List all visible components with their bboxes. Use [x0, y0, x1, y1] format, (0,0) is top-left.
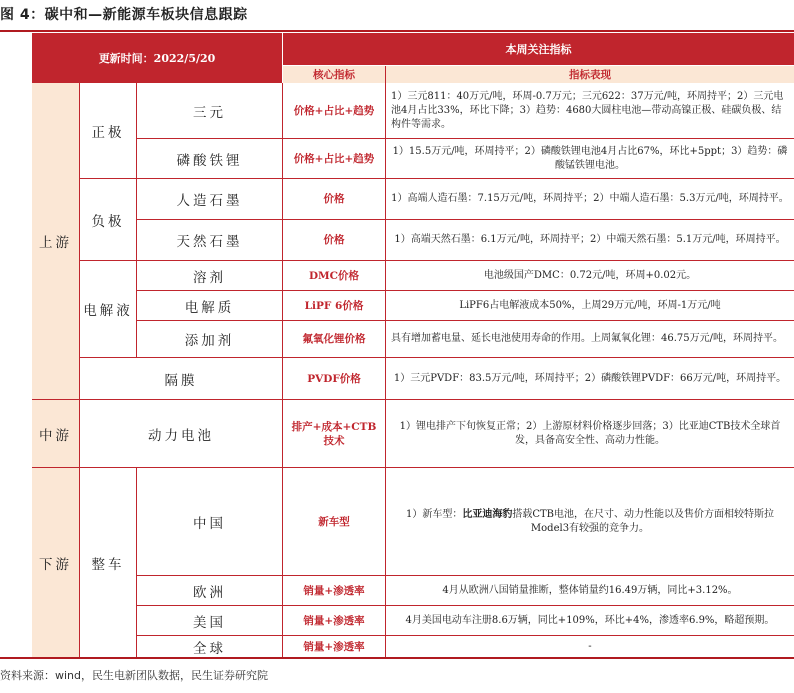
perf-natural-graphite: 1）高端天然石墨：6.1万元/吨，环周持平；2）中端天然石墨：5.1万元/吨，环周持平。: [386, 220, 794, 261]
row-solvent-name: 溶剂: [137, 261, 283, 291]
perf-solvent: 电池级国产DMC：0.72元/吨，环周+0.02元。: [386, 261, 794, 291]
group-electrolyte: 电解液: [80, 261, 137, 358]
indicator-lfp: 价格+占比+趋势: [283, 139, 386, 179]
row-natural-graphite-name: 天然石墨: [137, 220, 283, 261]
row-global-name: 全球: [137, 636, 283, 657]
perf-china: [386, 468, 794, 576]
row-battery-name: 动力电池: [80, 400, 283, 468]
perf-electrolyte-salt: LiPF6占电解液成本50%，上周29万元/吨，环周-1万元/吨: [386, 291, 794, 321]
row-separator-name: 隔膜: [80, 358, 283, 400]
core-indicator-header: 核心指标: [283, 66, 386, 83]
indicator-europe: 销量+渗透率: [283, 576, 386, 606]
group-anode: 负极: [80, 179, 137, 261]
row-europe-name: 欧洲: [137, 576, 283, 606]
perf-china-rest: 搭载CTB电池，在尺寸、动力性能以及售价方面相较特斯拉Model3有较强的竞争力。: [512, 508, 775, 534]
row-china-name: 中国: [137, 468, 283, 576]
group-midstream: 中游: [32, 400, 80, 468]
perf-artificial-graphite: 1）高端人造石墨：7.15万元/吨，环周持平；2）中端人造石墨：5.3万元/吨，环周持平。: [386, 179, 794, 220]
row-usa-name: 美国: [137, 606, 283, 636]
indicator-global: 销量+渗透率: [283, 636, 386, 657]
indicator-battery: 排产+成本+CTB技术: [283, 400, 386, 468]
indicator-ternary: 价格+占比+趋势: [283, 83, 386, 139]
row-lfp-name: 磷酸铁锂: [137, 139, 283, 179]
perf-usa: 4月美国电动车注册8.6万辆，同比+109%，环比+4%，渗透率6.9%，略超预期。: [386, 606, 794, 636]
perf-china-label: 1）新车型：: [405, 508, 463, 520]
perf-battery: 1）锂电排产下旬恢复正常；2）上游原材料价格逐步回落；3）比亚迪CTB技术全球首发，具备高安全性、高动力性能。: [386, 400, 794, 468]
indicator-separator: PVDF价格: [283, 358, 386, 400]
indicator-additive: 氟氧化锂价格: [283, 321, 386, 358]
table-bottom-rule: [0, 657, 794, 659]
group-cathode: 正极: [80, 83, 137, 179]
row-ternary-name: 三元: [137, 83, 283, 139]
source-note: 资料来源：wind，民生电新团队数据，民生证券研究院: [0, 669, 269, 682]
indicator-china: 新车型: [283, 468, 386, 576]
group-vehicle: 整车: [80, 468, 137, 657]
perf-europe: 4月从欧洲八国销量推断，整体销量约16.49万辆，同比+3.12%。: [386, 576, 794, 606]
perf-global: -: [588, 640, 592, 652]
perf-china-brand: 比亚迪海豹: [462, 508, 513, 520]
indicator-performance-header: 指标表现: [386, 66, 794, 83]
row-artificial-graphite-name: 人造石墨: [137, 179, 283, 220]
indicator-usa: 销量+渗透率: [283, 606, 386, 636]
indicator-artificial-graphite: 价格: [283, 179, 386, 220]
perf-lfp: 1）15.5万元/吨，环周持平；2）磷酸铁锂电池4月占比67%，环比+5ppt；3）趋势：磷酸锰铁锂电池。: [386, 139, 794, 179]
figure-title: 图 4：碳中和—新能源车板块信息跟踪: [0, 7, 248, 23]
indicator-solvent: DMC价格: [283, 261, 386, 291]
indicator-electrolyte-salt: LiPF 6价格: [283, 291, 386, 321]
perf-separator: 1）三元PVDF：83.5万元/吨，环周持平；2）磷酸铁锂PVDF：66万元/吨，环周持平。: [386, 358, 794, 400]
title-rule: [0, 30, 794, 32]
perf-additive: 具有增加蓄电量、延长电池使用寿命的作用。上周氟氧化锂：46.75万元/吨，环周持平。: [386, 321, 794, 358]
indicator-natural-graphite: 价格: [283, 220, 386, 261]
weekly-indicators-header: 本周关注指标: [283, 33, 794, 66]
row-electrolyte-salt-name: 电解质: [137, 291, 283, 321]
row-additive-name: 添加剂: [137, 321, 283, 358]
perf-china-text: [391, 508, 789, 536]
group-upstream: 上游: [32, 83, 80, 400]
update-time: 更新时间：2022/5/20: [32, 33, 283, 83]
perf-ternary: 1）三元811：40万元/吨，环周-0.7万元；三元622：37万元/吨，环周持平；2）三元电池4月占比33%，环比下降；3）趋势：4680大圆柱电池—带动高镍正极、硅碳负极、结构件等需求。: [386, 83, 794, 139]
group-downstream: 下游: [32, 468, 80, 657]
